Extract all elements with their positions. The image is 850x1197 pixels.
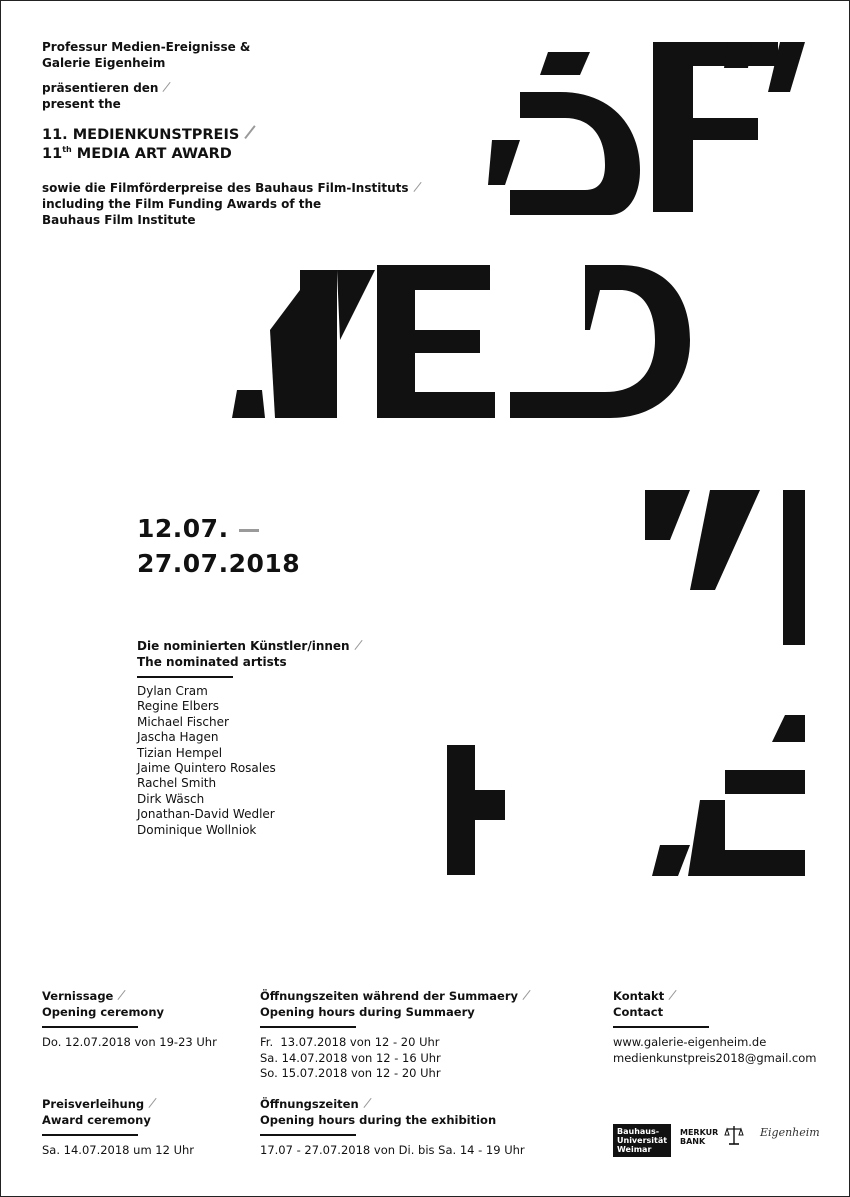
vernissage-heading: Vernissage Opening ceremony	[42, 989, 165, 1019]
slash-mark	[162, 82, 171, 92]
list-item: Jascha Hagen	[137, 730, 219, 745]
scales-icon	[724, 1124, 744, 1146]
letter-fragment	[693, 118, 758, 140]
list-item: Tizian Hempel	[137, 745, 223, 760]
subtitle-en-2: Bauhaus Film Institute	[42, 213, 196, 227]
presents-en: present the	[42, 97, 121, 111]
slash-mark	[148, 1098, 157, 1108]
artists-list	[137, 684, 276, 838]
list-item: Fr. 13.07.2018 von 12 - 20 Uhr	[260, 1035, 440, 1049]
list-item: Regine Elbers	[137, 699, 220, 714]
list-item: Sa. 14.07.2018 von 12 - 16 Uhr	[260, 1050, 441, 1065]
header-subtitle	[42, 180, 422, 228]
letter-fragment	[783, 490, 805, 645]
list-item: Jonathan-David Wedler	[137, 807, 275, 822]
merkur-bank-logo: MERKUR BANK	[680, 1128, 719, 1146]
letter-fragment	[475, 790, 505, 820]
letter-fragment	[510, 265, 690, 418]
nominees-heading-de: Die nominierten Künstler/innen	[137, 639, 350, 653]
letter-fragment	[653, 42, 693, 212]
letter-fragment	[652, 845, 690, 876]
slash-mark	[522, 990, 531, 1000]
header-organizers	[42, 39, 250, 71]
list-item: Dylan Cram	[137, 684, 208, 698]
exhibition-hours-rule	[260, 1134, 356, 1136]
letter-fragment	[337, 270, 375, 340]
nominees-heading	[137, 638, 363, 670]
letter-fragment	[447, 745, 475, 875]
summaery-hours-heading: Öffnungszeiten während der Summaery Opening hours during Summaery	[260, 989, 531, 1020]
letter-fragment	[488, 140, 520, 185]
vernissage-text: Do. 12.07.2018 von 19-23 Uhr	[42, 1035, 217, 1049]
award-title-de: 11. MEDIENKUNSTPREIS	[42, 127, 240, 143]
slash-mark	[413, 182, 422, 192]
letter-fragment	[725, 850, 805, 876]
slash-mark	[117, 990, 126, 1000]
list-item: Michael Fischer	[137, 714, 229, 729]
bauhaus-university-logo: Bauhaus- Universität Weimar	[613, 1124, 671, 1157]
date-start: 12.07.	[137, 514, 229, 543]
nominees-heading-en: The nominated artists	[137, 655, 287, 669]
galerie-eigenheim-logo: Eigenheim	[760, 1126, 820, 1139]
date-range	[137, 511, 300, 581]
letter-fragment	[540, 52, 590, 75]
letter-fragment	[690, 490, 760, 590]
subtitle-de: sowie die Filmförderpreise des Bauhaus Film-Instituts	[42, 181, 409, 195]
contact-details	[613, 1035, 816, 1066]
letter-fragment	[510, 92, 640, 215]
nominees-rule	[137, 676, 233, 678]
list-item: Jaime Quintero Rosales	[137, 761, 276, 776]
letter-fragment	[724, 42, 752, 68]
header-presents	[42, 80, 171, 112]
contact-rule	[613, 1026, 709, 1028]
date-end: 27.07.2018	[137, 549, 301, 578]
vernissage-rule	[42, 1026, 138, 1028]
letter-fragment	[377, 265, 415, 418]
list-item: So. 15.07.2018 von 12 - 20 Uhr	[260, 1066, 441, 1080]
contact-website-link[interactable]: www.galerie-eigenheim.de	[613, 1035, 767, 1049]
summaery-hours-list	[260, 1035, 441, 1082]
award-title	[42, 125, 255, 164]
contact-email-link[interactable]: medienkunstpreis2018@gmail.com	[613, 1050, 817, 1065]
award-ceremony-heading: Preisverleihung Award ceremony	[42, 1097, 157, 1128]
slash-mark	[243, 125, 255, 139]
award-ceremony-text: Sa. 14.07.2018 um 12 Uhr	[42, 1143, 195, 1157]
letter-fragment	[688, 800, 725, 876]
summaery-hours-rule	[260, 1026, 356, 1028]
org-line-2: Galerie Eigenheim	[42, 56, 166, 70]
letter-fragment	[415, 265, 490, 290]
exhibition-hours-text: 17.07 - 27.07.2018 von Di. bis Sa. 14 - 19 Uhr	[260, 1143, 525, 1157]
slash-mark	[668, 990, 677, 1000]
list-item: Rachel Smith	[137, 776, 217, 791]
letter-fragment	[415, 392, 495, 418]
presents-de: präsentieren den	[42, 81, 159, 95]
list-item: Dirk Wäsch	[137, 791, 205, 806]
org-line-1: Professur Medien-Ereignisse &	[42, 40, 251, 54]
letter-fragment	[415, 330, 480, 353]
subtitle-en-1: including the Film Funding Awards of the	[42, 197, 322, 211]
letter-fragment	[645, 490, 690, 540]
slash-mark	[363, 1098, 372, 1108]
award-ceremony-rule	[42, 1134, 138, 1136]
slash-mark	[354, 640, 363, 650]
award-title-en: 11th MEDIA ART AWARD	[42, 145, 232, 162]
letter-fragment	[232, 390, 265, 418]
list-item: Dominique Wollniok	[137, 822, 257, 837]
letter-fragment	[270, 290, 300, 418]
contact-heading: Kontakt Contact	[613, 989, 677, 1020]
letter-fragment	[725, 770, 805, 794]
exhibition-hours-heading: Öffnungszeiten Opening hours during the exhibition	[260, 1097, 497, 1127]
letter-fragment	[300, 270, 337, 418]
date-dash	[239, 529, 259, 532]
letter-fragment	[772, 715, 805, 742]
